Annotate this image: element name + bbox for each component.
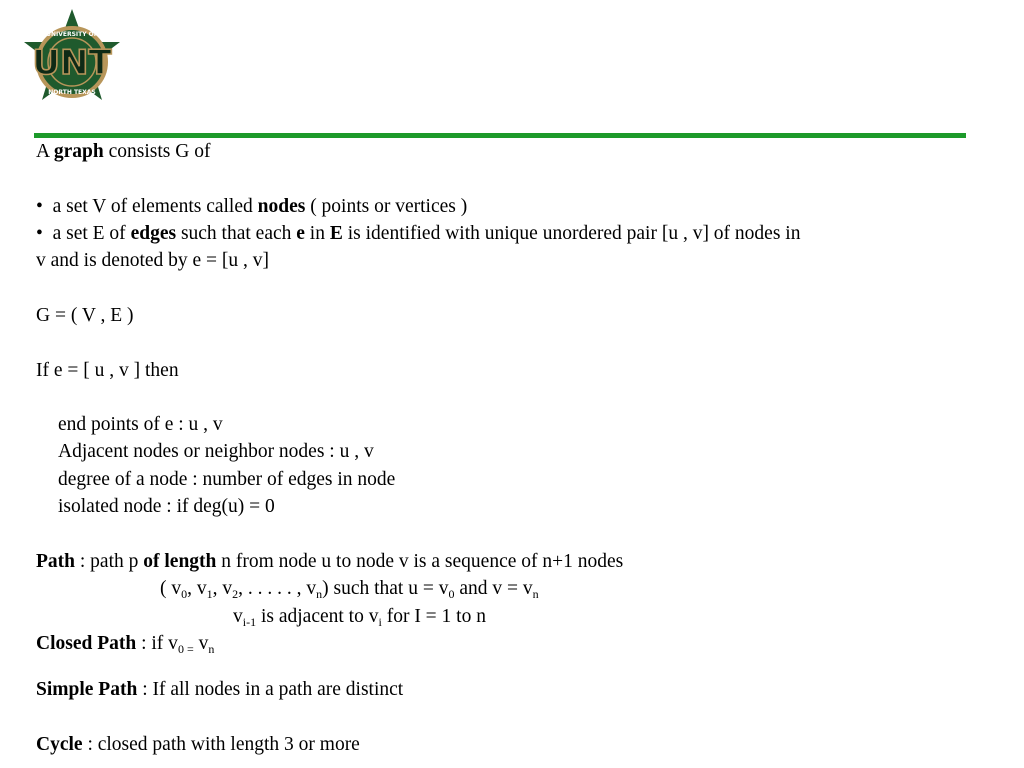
logo-ring-top-text: UNIVERSITY OF [46, 31, 98, 38]
path-sequence: ( $v_0$, $v_1$, $v_2$, . . . . . , $v_n$) such that $u = v_0$ and $v = v_n$ [160, 578, 539, 601]
simple-path-definition: Simple Path : If all nodes in a path are distinct [36, 679, 404, 700]
bullet-edges-continuation: v and is denoted by e = [u , v] [36, 250, 270, 271]
bullet-edges: • a set E of edges such that each e in E is identified with unique unordered pair [u , v] of nodes in [36, 223, 801, 244]
graph-definition: G = ( V , E ) [36, 305, 134, 326]
intro-line: A graph consists G of [36, 141, 211, 162]
closed-path-definition: Closed Path : if $v_{0 =}$ $v_n$ [36, 633, 215, 656]
logo-unt-text: UNT [32, 43, 112, 83]
definition-end-points: end points of e : u , v [58, 414, 223, 435]
if-line: If e = [ u , v ] then [36, 360, 179, 381]
bullet-dot: • [36, 196, 53, 217]
path-definition: Path : path p of length n from node u to node v is a sequence of n+1 nodes [36, 551, 624, 572]
logo-ring-bottom-text: NORTH TEXAS [48, 89, 96, 96]
definition-isolated: isolated node : if deg(u) = 0 [58, 496, 275, 517]
definition-adjacent: Adjacent nodes or neighbor nodes : u , v [58, 441, 374, 462]
bullet-nodes: • a set V of elements called nodes ( points or vertices ) [36, 196, 468, 217]
path-adjacency: $v_{i-1}$ is adjacent to $v_i$ for I = 1 to n [233, 606, 486, 629]
unt-logo [14, 6, 130, 114]
cycle-definition: Cycle : closed path with length 3 or more [36, 734, 360, 755]
bullet-dot: • [36, 223, 53, 244]
definition-degree: degree of a node : number of edges in node [58, 469, 396, 490]
header-rule [34, 133, 966, 138]
